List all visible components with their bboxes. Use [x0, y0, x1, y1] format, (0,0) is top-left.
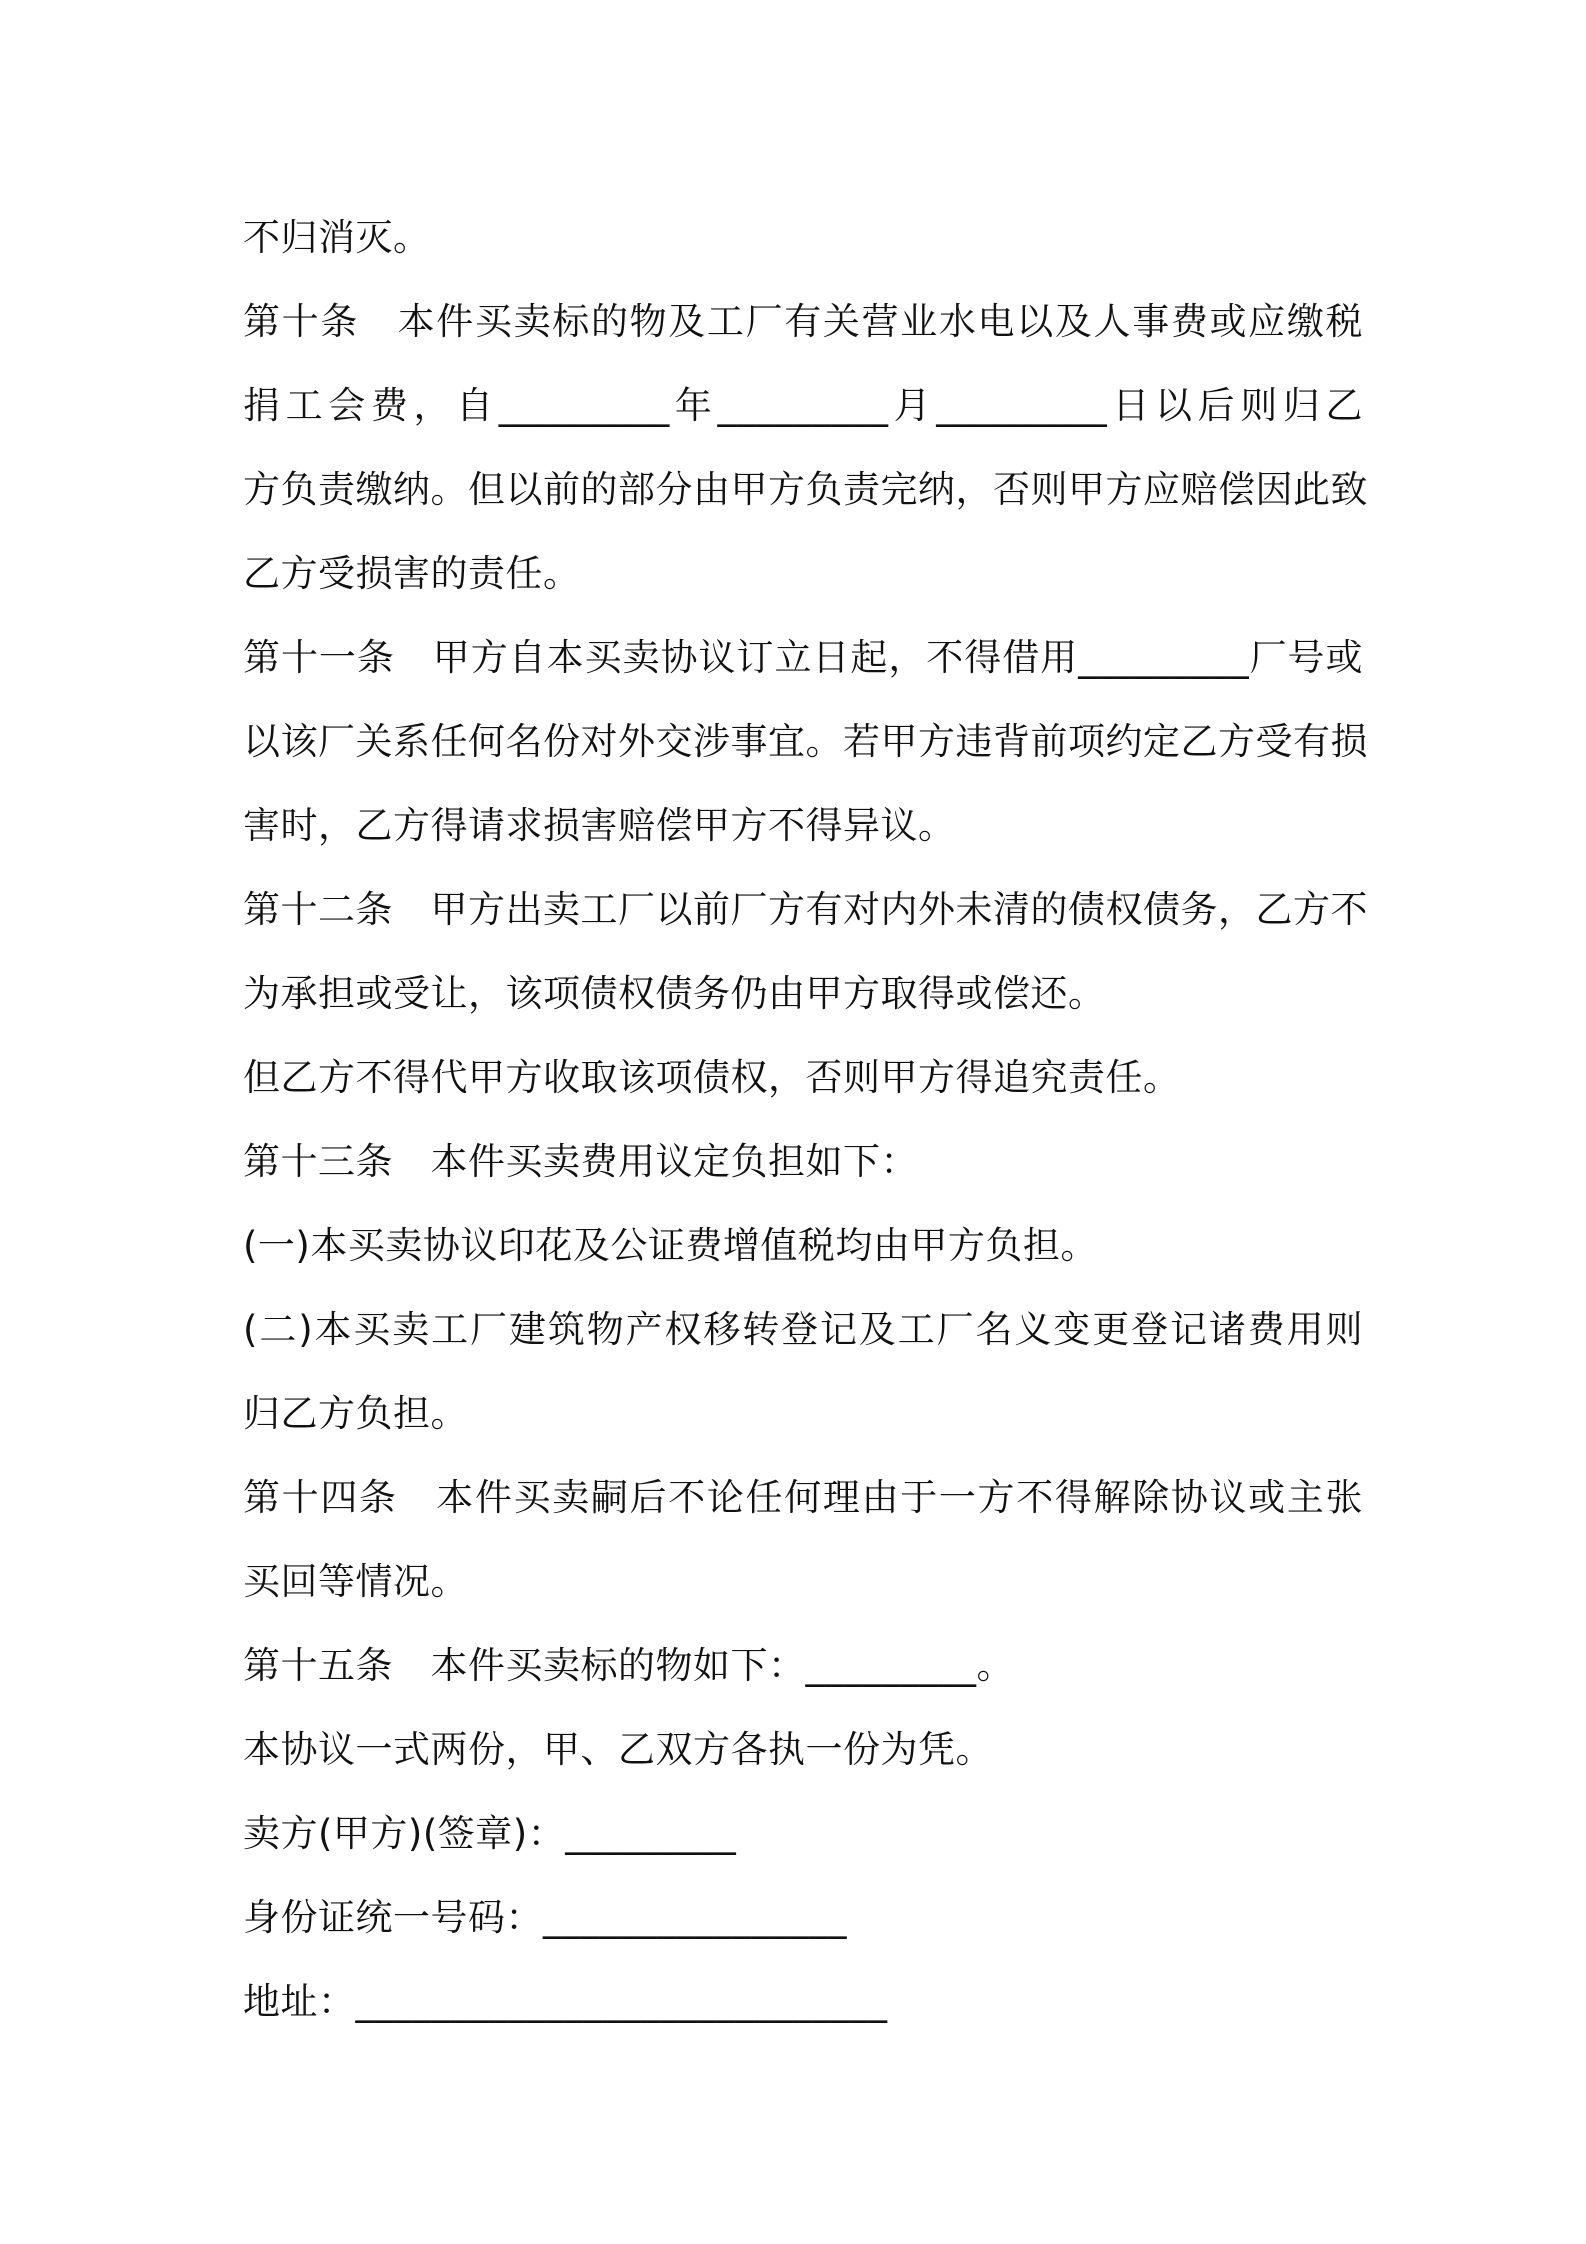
- text-line-article-12: 第十二条 甲方出卖工厂以前厂方有对内外未清的债权债务，乙方不: [243, 888, 1368, 931]
- text-line: 方负责缴纳。但以前的部分由甲方负责完纳，否则甲方应赔偿因此致: [243, 468, 1368, 511]
- text-line-copies: 本协议一式两份，甲、乙双方各执一份为凭。: [243, 1728, 993, 1771]
- text-line: 买回等情况。: [243, 1560, 468, 1603]
- text-line-article-13: 第十三条 本件买卖费用议定负担如下：: [243, 1140, 918, 1183]
- text-line-article-10: 第十条 本件买卖标的物及工厂有关营业水电以及人事费或应缴税: [243, 300, 1363, 343]
- text-line: 但乙方不得代甲方收取该项债权，否则甲方得追究责任。: [243, 1056, 1181, 1099]
- text-line: 乙方受损害的责任。: [243, 552, 581, 595]
- seller-signature-line: 卖方(甲方)(签章)：_________: [243, 1812, 737, 1855]
- text-line-article-11: 第十一条 甲方自本买卖协议订立日起，不得借用_________厂号或: [243, 636, 1363, 679]
- text-line: 以该厂关系任何名份对外交涉事宜。若甲方违背前项约定乙方受有损: [243, 720, 1368, 763]
- text-line-article-15: 第十五条 本件买卖标的物如下：_________。: [243, 1644, 1014, 1687]
- text-line-article-14: 第十四条 本件买卖嗣后不论任何理由于一方不得解除协议或主张: [243, 1476, 1363, 1519]
- text-line-item-1: (一)本买卖协议印花及公证费增值税均由甲方负担。: [243, 1224, 1098, 1267]
- text-line: 害时，乙方得请求损害赔偿甲方不得异议。: [243, 804, 956, 847]
- id-number-line: 身份证统一号码：________________: [243, 1896, 847, 1939]
- document-body: [243, 196, 1368, 2044]
- text-line-item-2: (二)本买卖工厂建筑物产权移转登记及工厂名义变更登记诸费用则: [243, 1308, 1363, 1351]
- text-line: 为承担或受让，该项债权债务仍由甲方取得或偿还。: [243, 972, 1106, 1015]
- address-line: 地址：____________________________: [243, 1980, 888, 2023]
- text-line: 归乙方负担。: [243, 1392, 468, 1435]
- text-line: 捐工会费，自_________年_________月_________日以后则归乙: [243, 384, 1363, 427]
- text-line: 不归消灭。: [243, 216, 431, 259]
